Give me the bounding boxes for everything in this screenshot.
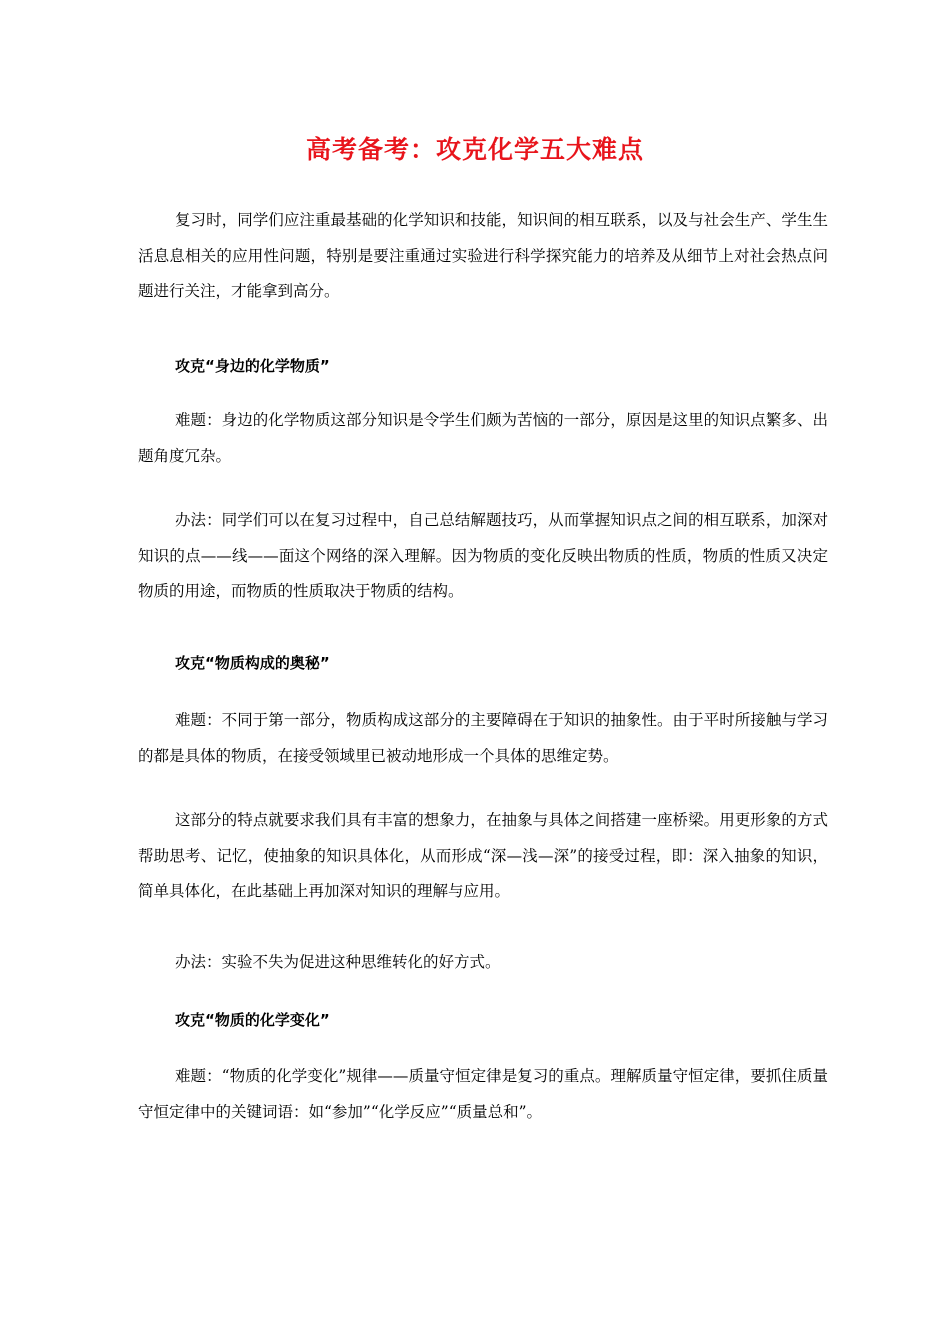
- section-paragraph: 难题：不同于第一部分，物质构成这部分的主要障碍在于知识的抽象性。由于平时所接触与学习的都是具体的物质，在接受领域里已被动地形成一个具体的思维定势。: [138, 711, 828, 765]
- section-paragraph: 这部分的特点就要求我们具有丰富的想象力，在抽象与具体之间搭建一座桥梁。用更形象的方式帮助思考、记忆，使抽象的知识具体化，从而形成“深—浅—深”的接受过程，即：深入抽象的知识，简单具体化，在此基础上再加深对知识的理解与应用。: [138, 811, 828, 900]
- section-paragraph: 难题：身边的化学物质这部分知识是令学生们颇为苦恼的一部分，原因是这里的知识点繁多、出题角度冗杂。: [138, 411, 828, 465]
- section-heading: 攻克“身边的化学物质”: [175, 357, 330, 375]
- intro-paragraph: 复习时，同学们应注重最基础的化学知识和技能，知识间的相互联系，以及与社会生产、学生生活息息相关的应用性问题，特别是要注重通过实验进行科学探究能力的培养及从细节上对社会热点问题进行关注，才能拿到高分。: [138, 211, 828, 300]
- section-paragraph: 办法：同学们可以在复习过程中，自己总结解题技巧，从而掌握知识点之间的相互联系，加深对知识的点——线——面这个网络的深入理解。因为物质的变化反映出物质的性质，物质的性质又决定物质的用途，而物质的性质取决于物质的结构。: [138, 511, 828, 600]
- section-paragraph: 难题：“物质的化学变化”规律——质量守恒定律是复习的重点。理解质量守恒定律，要抓住质量守恒定律中的关键词语：如“参加”“化学反应”“质量总和”。: [138, 1067, 828, 1121]
- document-title: 高考备考：攻克化学五大难点: [305, 135, 644, 164]
- section-heading: 攻克“物质的化学变化”: [175, 1011, 330, 1029]
- section-heading: 攻克“物质构成的奥秘”: [175, 654, 330, 672]
- section-paragraph: 办法：实验不失为促进这种思维转化的好方式。: [175, 953, 501, 971]
